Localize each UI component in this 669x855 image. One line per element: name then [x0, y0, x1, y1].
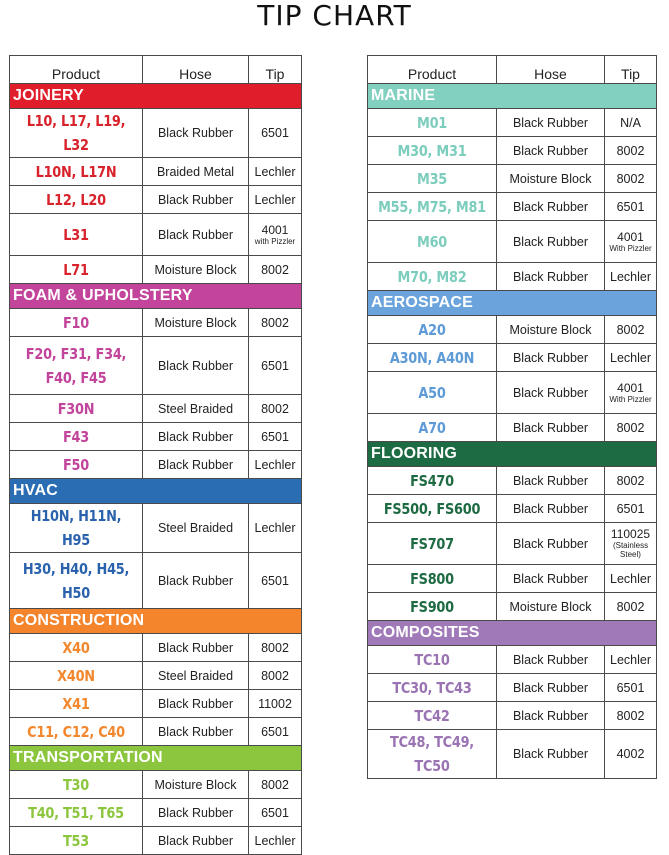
tip-cell: 6501	[249, 553, 302, 609]
product-cell	[10, 423, 143, 451]
tip-cell: 8002	[249, 256, 302, 284]
section-header-hvac	[10, 479, 302, 504]
product-cell	[368, 344, 497, 372]
tip-note: (Stainless Steel)	[612, 541, 649, 559]
product-cell	[368, 193, 497, 221]
tip-cell: 8002	[605, 316, 657, 344]
product-cell	[10, 827, 143, 855]
product-name: C11, C12, C40	[27, 722, 125, 741]
hose-cell: Steel Braided	[143, 662, 249, 690]
header-row	[10, 56, 302, 84]
product-name: L71	[63, 260, 89, 279]
table-row	[368, 137, 657, 165]
product-name: F10	[62, 313, 89, 332]
product-cell	[368, 495, 497, 523]
hose-cell: Black Rubber	[497, 414, 605, 442]
tip-cell: Lechler	[605, 565, 657, 593]
product-header: Product	[10, 56, 143, 84]
section-header-construction	[10, 609, 302, 634]
product-name: T30	[63, 775, 89, 794]
hose-cell: Black Rubber	[143, 214, 249, 256]
tip-cell: 8002	[605, 414, 657, 442]
product-cell	[368, 523, 497, 565]
product-name: FS707	[410, 534, 454, 553]
page-title: TIP CHART	[257, 0, 412, 32]
tip-cell: 8002	[249, 662, 302, 690]
product-name: M60	[416, 232, 448, 251]
product-name: L10, L17, L19, L32	[26, 112, 126, 154]
table-row	[10, 395, 302, 423]
table-row	[368, 646, 657, 674]
section-title: AEROSPACE	[368, 291, 657, 316]
product-name: FS500, FS600	[383, 499, 481, 518]
product-name: L10N, L17N	[35, 162, 117, 181]
product-cell	[10, 109, 143, 158]
hose-cell: Moisture Block	[143, 771, 249, 799]
section-header-composites	[368, 621, 657, 646]
tip-cell: Lechler	[249, 504, 302, 553]
product-name: F20, F31, F34, F40, F45	[25, 344, 127, 387]
header-row	[368, 56, 657, 84]
table-row	[368, 193, 657, 221]
hose-cell: Black Rubber	[143, 827, 249, 855]
product-name: H30, H40, H45, H50	[22, 559, 130, 602]
product-cell	[368, 109, 497, 137]
product-name: A30N, A40N	[389, 348, 475, 367]
product-header: Product	[368, 56, 497, 84]
tip-note: With Pizzler	[609, 243, 652, 253]
hose-cell: Black Rubber	[143, 718, 249, 746]
table-row	[10, 423, 302, 451]
product-name: TC48, TC49, TC50	[390, 733, 474, 775]
right-table-body	[368, 84, 657, 779]
tip-cell: Lechler	[249, 158, 302, 186]
table-row	[10, 109, 302, 158]
hose-cell: Black Rubber	[143, 634, 249, 662]
table-row	[10, 553, 302, 609]
tip-header: Tip	[605, 56, 657, 84]
tip-cell: 6501	[249, 718, 302, 746]
product-cell	[10, 214, 143, 256]
tip-cell: Lechler	[605, 263, 657, 291]
table-row	[368, 565, 657, 593]
tip-cell	[605, 523, 657, 565]
product-cell	[10, 771, 143, 799]
tip-value: 4001	[617, 380, 644, 395]
table-row	[10, 799, 302, 827]
hose-header: Hose	[497, 56, 605, 84]
tip-cell	[605, 221, 657, 263]
hose-cell: Black Rubber	[497, 565, 605, 593]
product-name: L12, L20	[46, 190, 106, 209]
product-cell	[368, 263, 497, 291]
product-name: X41	[62, 694, 90, 713]
table-row	[368, 372, 657, 414]
tip-cell: 4002	[605, 730, 657, 779]
table-row	[10, 337, 302, 395]
product-name: H10N, H11N, H95	[30, 507, 122, 549]
tip-cell: Lechler	[249, 827, 302, 855]
product-cell	[10, 504, 143, 553]
product-name: L31	[63, 225, 89, 244]
product-cell	[10, 718, 143, 746]
tip-note: With Pizzler	[609, 394, 652, 404]
hose-cell: Black Rubber	[497, 674, 605, 702]
section-header-aerospace	[368, 291, 657, 316]
product-cell	[368, 316, 497, 344]
product-name: A20	[418, 320, 446, 339]
tip-note: with Pizzler	[254, 236, 296, 246]
section-header-flooring	[368, 442, 657, 467]
table-row	[10, 634, 302, 662]
table-row	[368, 702, 657, 730]
section-title: TRANSPORTATION	[10, 746, 302, 771]
tip-cell	[249, 214, 302, 256]
hose-cell: Moisture Block	[497, 165, 605, 193]
product-cell	[10, 634, 143, 662]
tip-cell: Lechler	[249, 451, 302, 479]
section-header-marine	[368, 84, 657, 109]
product-cell	[368, 165, 497, 193]
table-row	[10, 158, 302, 186]
product-name: X40	[62, 638, 90, 657]
tip-cell: 8002	[605, 137, 657, 165]
hose-cell: Black Rubber	[497, 730, 605, 779]
hose-cell: Black Rubber	[143, 451, 249, 479]
hose-cell: Steel Braided	[143, 504, 249, 553]
tip-cell	[605, 372, 657, 414]
section-title: COMPOSITES	[368, 621, 657, 646]
product-cell	[368, 674, 497, 702]
product-name: FS800	[410, 569, 454, 588]
tip-cell: 8002	[605, 165, 657, 193]
table-row	[368, 344, 657, 372]
tip-value: 4001	[261, 222, 289, 237]
product-name: M55, M75, M81	[378, 197, 486, 216]
product-cell	[10, 690, 143, 718]
table-row	[10, 309, 302, 337]
table-row	[10, 771, 302, 799]
table-row	[10, 690, 302, 718]
hose-cell: Braided Metal	[143, 158, 249, 186]
product-cell	[10, 799, 143, 827]
hose-cell: Black Rubber	[497, 702, 605, 730]
hose-cell: Moisture Block	[143, 256, 249, 284]
hose-cell: Black Rubber	[143, 690, 249, 718]
hose-cell: Black Rubber	[497, 193, 605, 221]
hose-cell: Steel Braided	[143, 395, 249, 423]
table-row	[368, 730, 657, 779]
table-row	[368, 467, 657, 495]
hose-cell: Black Rubber	[497, 263, 605, 291]
table-row	[10, 451, 302, 479]
product-cell	[10, 158, 143, 186]
table-row	[368, 674, 657, 702]
product-cell	[368, 565, 497, 593]
hose-cell: Black Rubber	[497, 467, 605, 495]
section-title: FOAM & UPHOLSTERY	[10, 284, 302, 309]
product-name: M35	[416, 169, 448, 188]
product-name: F30N	[57, 399, 95, 418]
hose-cell: Black Rubber	[143, 799, 249, 827]
hose-cell: Black Rubber	[143, 186, 249, 214]
table-row	[368, 109, 657, 137]
tip-cell: 8002	[605, 467, 657, 495]
tip-cell: 8002	[249, 309, 302, 337]
tip-cell: Lechler	[249, 186, 302, 214]
hose-cell: Moisture Block	[497, 593, 605, 621]
product-name: FS900	[410, 597, 454, 616]
product-name: TC30, TC43	[392, 678, 472, 697]
product-name: FS470	[410, 471, 454, 490]
product-name: TC42	[414, 706, 450, 725]
hose-cell: Black Rubber	[143, 337, 249, 395]
hose-cell: Black Rubber	[143, 109, 249, 158]
tip-cell: 6501	[249, 337, 302, 395]
product-cell	[368, 414, 497, 442]
hose-cell: Black Rubber	[497, 344, 605, 372]
table-row	[10, 256, 302, 284]
product-cell	[10, 395, 143, 423]
product-cell	[10, 337, 143, 395]
product-name: TC10	[414, 650, 450, 669]
tip-cell: 8002	[605, 702, 657, 730]
table-row	[368, 263, 657, 291]
hose-cell: Black Rubber	[497, 646, 605, 674]
table-row	[10, 662, 302, 690]
table-row	[368, 414, 657, 442]
hose-cell: Black Rubber	[497, 137, 605, 165]
section-title: FLOORING	[368, 442, 657, 467]
tip-cell: N/A	[605, 109, 657, 137]
section-title: CONSTRUCTION	[10, 609, 302, 634]
table-row	[368, 495, 657, 523]
table-row	[368, 221, 657, 263]
left-table-body	[10, 84, 302, 855]
product-cell	[368, 221, 497, 263]
product-name: F43	[62, 427, 89, 446]
product-cell	[368, 730, 497, 779]
tip-cell: Lechler	[605, 344, 657, 372]
product-name: F50	[62, 455, 89, 474]
tip-cell: Lechler	[605, 646, 657, 674]
hose-cell: Black Rubber	[497, 372, 605, 414]
product-cell	[368, 646, 497, 674]
tip-cell: 6501	[249, 799, 302, 827]
product-name: M70, M82	[397, 267, 467, 286]
product-cell	[10, 309, 143, 337]
product-cell	[10, 186, 143, 214]
hose-cell: Moisture Block	[497, 316, 605, 344]
table-row	[368, 593, 657, 621]
product-name: T53	[63, 831, 89, 850]
section-header-joinery	[10, 84, 302, 109]
product-cell	[368, 702, 497, 730]
tip-cell: 8002	[249, 395, 302, 423]
hose-cell: Black Rubber	[143, 423, 249, 451]
hose-cell: Black Rubber	[143, 553, 249, 609]
table-row	[10, 186, 302, 214]
table-row	[10, 827, 302, 855]
section-title: JOINERY	[10, 84, 302, 109]
hose-cell: Black Rubber	[497, 221, 605, 263]
product-name: M01	[416, 113, 448, 132]
table-row	[10, 718, 302, 746]
product-cell	[368, 372, 497, 414]
tip-cell: 6501	[605, 674, 657, 702]
table-row	[368, 523, 657, 565]
tip-header: Tip	[249, 56, 302, 84]
tip-cell: 8002	[249, 634, 302, 662]
tip-value: 4001	[617, 229, 644, 244]
product-name: A70	[418, 418, 446, 437]
tip-cell: 6501	[249, 423, 302, 451]
tip-cell: 6501	[605, 193, 657, 221]
tip-cell: 6501	[605, 495, 657, 523]
product-cell	[368, 467, 497, 495]
product-cell	[10, 256, 143, 284]
table-row	[10, 214, 302, 256]
product-cell	[10, 553, 143, 609]
table-row	[368, 316, 657, 344]
tip-cell: 8002	[605, 593, 657, 621]
product-name: M30, M31	[397, 141, 467, 160]
section-title: MARINE	[368, 84, 657, 109]
table-row	[368, 165, 657, 193]
section-title: HVAC	[10, 479, 302, 504]
hose-cell: Black Rubber	[497, 495, 605, 523]
product-cell	[10, 451, 143, 479]
tip-cell: 11002	[249, 690, 302, 718]
hose-header: Hose	[143, 56, 249, 84]
product-cell	[368, 137, 497, 165]
tip-cell: 8002	[249, 771, 302, 799]
hose-cell: Black Rubber	[497, 109, 605, 137]
hose-cell: Black Rubber	[497, 523, 605, 565]
tip-cell: 6501	[249, 109, 302, 158]
tip-value: 110025	[610, 527, 651, 541]
product-cell	[10, 662, 143, 690]
table-row	[10, 504, 302, 553]
hose-cell: Moisture Block	[143, 309, 249, 337]
product-name: X40N	[57, 666, 95, 685]
section-header-foam-upholstery	[10, 284, 302, 309]
section-header-transportation	[10, 746, 302, 771]
tip-chart-left-table	[9, 55, 302, 855]
product-name: T40, T51, T65	[28, 803, 124, 822]
product-name: A50	[418, 383, 446, 402]
tip-chart-right-table	[367, 55, 657, 779]
product-cell	[368, 593, 497, 621]
